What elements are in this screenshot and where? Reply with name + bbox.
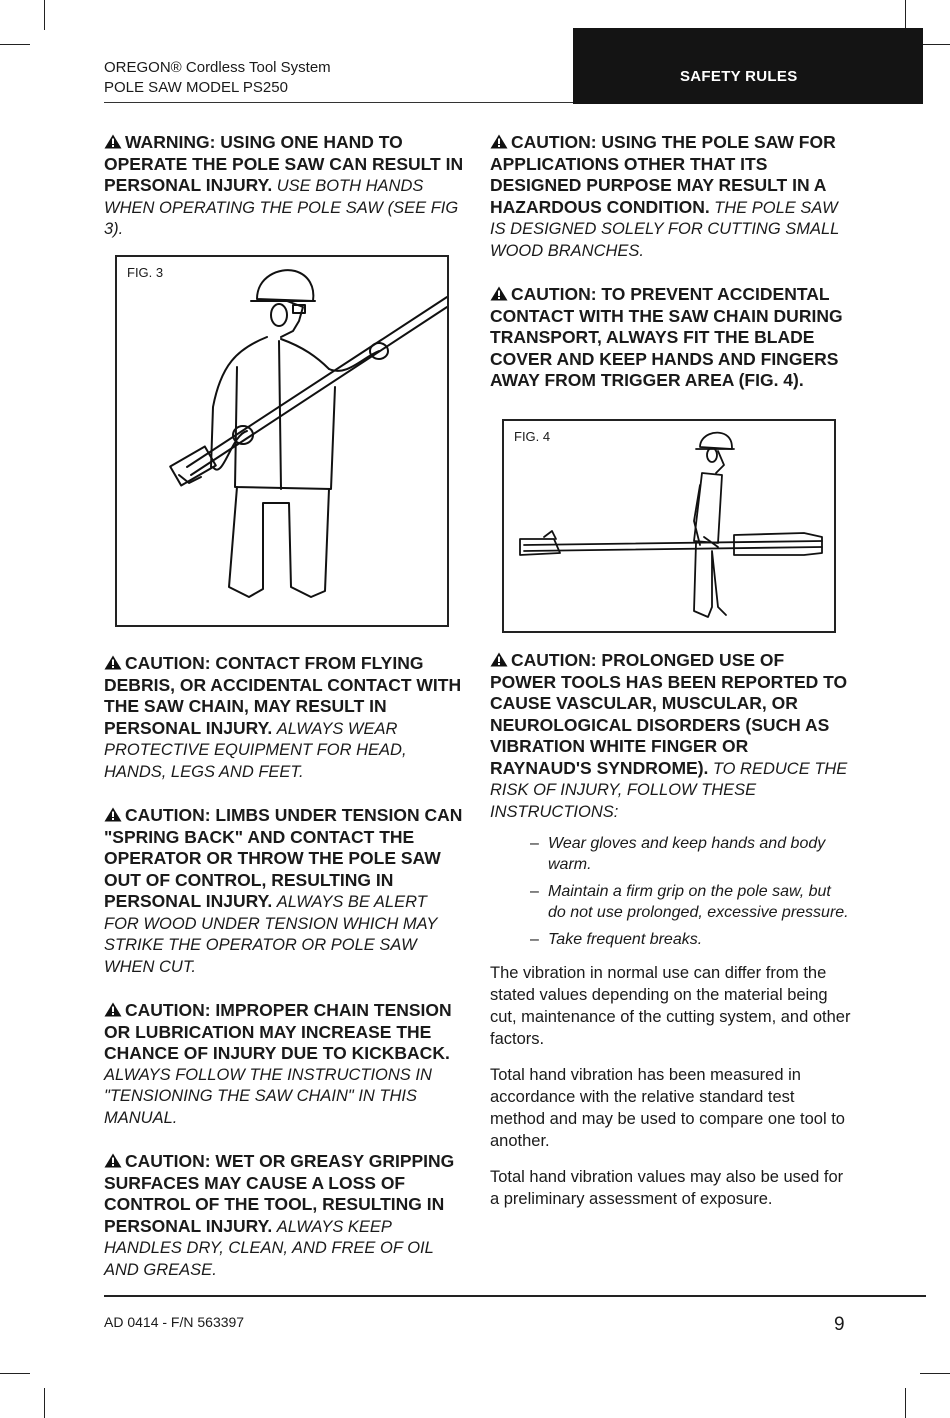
section-tab: [573, 28, 923, 104]
crop-mark: [0, 44, 30, 45]
list-item: – Take frequent breaks.: [530, 929, 852, 950]
footer-rule: [104, 1295, 926, 1297]
caution-text: CAUTION: PROLONGED USE OF POWER TOOLS HAS BEEN REPORTED TO CAUSE VASCULAR, MUSCULAR, OR NEUROLOGICAL DISORDERS (SUCH AS VIBRATION WHITE FINGER OR RAYNAUD'S SYNDROME).: [490, 650, 848, 778]
caution-instruction: THE POLE SAW IS DESIGNED SOLELY FOR CUTTING SMALL WOOD BRANCHES.: [490, 198, 840, 260]
warning-triangle-icon: [104, 1002, 122, 1017]
header-brand: OREGON® Cordless Tool System: [104, 59, 331, 76]
crop-mark: [905, 0, 906, 30]
caution-instruction: ALWAYS BE ALERT FOR WOOD UNDER TENSION WHICH MAY STRIKE THE OPERATOR OR POLE SAW WHEN CUT.: [104, 893, 438, 976]
vibration-tips-list: [490, 833, 852, 950]
caution-instruction: ALWAYS WEAR PROTECTIVE EQUIPMENT FOR HEAD, HANDS, LEGS AND FEET.: [104, 719, 407, 781]
crop-mark: [44, 1388, 45, 1418]
vibration-paragraph-3: Total hand vibration values may also be used for a preliminary assessment of exposure.: [490, 1168, 844, 1208]
crop-mark: [905, 1388, 906, 1418]
header-model: POLE SAW MODEL PS250: [104, 79, 288, 96]
caution-text: CAUTION: WET OR GREASY GRIPPING SURFACES MAY CAUSE A LOSS OF CONTROL OF THE TOOL, RESULTING IN PERSONAL INJURY.: [104, 1151, 455, 1236]
list-item: – Wear gloves and keep hands and body warm.: [530, 833, 852, 875]
list-item: – Maintain a firm grip on the pole saw, but do not use prolonged, excessive pressure.: [530, 881, 852, 923]
warning-text: WARNING: USING ONE HAND TO OPERATE THE POLE SAW CAN RESULT IN PERSONAL INJURY.: [104, 132, 464, 195]
caution-chain-tension: [104, 1000, 464, 1129]
caution-text: CAUTION: LIMBS UNDER TENSION CAN "SPRING BACK" AND CONTACT THE OPERATOR OR THROW THE POLE SAW OUT OF CONTROL, RESULTING IN PERSONAL INJURY.: [104, 805, 463, 911]
crop-mark: [44, 0, 45, 30]
warning-triangle-icon: [490, 652, 508, 667]
vibration-paragraph-2: Total hand vibration has been measured in accordance with the relative standard test method and may be used to compare one tool to another.: [490, 1066, 845, 1150]
operator-two-hands-illustration: [117, 257, 447, 625]
crop-mark: [0, 1373, 30, 1374]
caution-text: CAUTION: TO PREVENT ACCIDENTAL CONTACT WITH THE SAW CHAIN DURING TRANSPORT, ALWAYS FIT THE BLADE COVER AND KEEP HANDS AND FINGERS AWAY FROM TRIGGER AREA (FIG. 4).: [490, 284, 843, 390]
warning-instruction: USE BOTH HANDS WHEN OPERATING THE POLE SAW (SEE FIG 3).: [104, 177, 459, 238]
page-number: 9: [834, 1314, 845, 1335]
crop-mark: [920, 1373, 950, 1374]
left-column-lower: [104, 653, 464, 1303]
document-code: AD 0414 - F/N 563397: [104, 1314, 245, 1330]
vibration-paragraph-1: The vibration in normal use can differ from the stated values depending on the material being cut, maintenance of the cutting system, and other factors.: [490, 964, 851, 1048]
caution-limbs-tension: [104, 805, 464, 978]
running-header: [104, 58, 331, 98]
caution-instruction: ALWAYS KEEP HANDLES DRY, CLEAN, AND FREE OF OIL AND GREASE.: [104, 1217, 434, 1279]
warning-triangle-icon: [490, 134, 508, 149]
caution-text: CAUTION: USING THE POLE SAW FOR APPLICATIONS OTHER THAT ITS DESIGNED PURPOSE MAY RESULT IN A HAZARDOUS CONDITION.: [490, 132, 836, 217]
right-column-lower: [490, 650, 852, 1224]
crop-mark: [920, 44, 950, 45]
caution-transport: [490, 284, 850, 392]
warning-triangle-icon: [104, 1153, 122, 1168]
caution-text: CAUTION: CONTACT FROM FLYING DEBRIS, OR ACCIDENTAL CONTACT WITH THE SAW CHAIN, MAY RESULT IN PERSONAL INJURY.: [104, 653, 462, 738]
caution-text: CAUTION: IMPROPER CHAIN TENSION OR LUBRICATION MAY INCREASE THE CHANCE OF INJURY DUE TO KICKBACK.: [104, 1000, 452, 1063]
left-column: [104, 132, 464, 263]
warning-triangle-icon: [104, 655, 122, 670]
caution-vibration: [490, 650, 852, 823]
caution-instruction: ALWAYS FOLLOW THE INSTRUCTIONS IN "TENSIONING THE SAW CHAIN" IN THIS MANUAL.: [104, 1065, 432, 1127]
header-rule: [104, 102, 574, 103]
caution-wet-surfaces: [104, 1151, 464, 1281]
caution-flying-debris: [104, 653, 464, 783]
warning-triangle-icon: [104, 807, 122, 822]
figure-3: [115, 255, 449, 627]
right-column: [490, 132, 850, 414]
warning-triangle-icon: [490, 286, 508, 301]
warning-triangle-icon: [104, 134, 122, 149]
section-title: SAFETY RULES: [680, 68, 798, 85]
figure-4: [502, 419, 836, 633]
operator-transport-illustration: [504, 421, 834, 631]
figure-label: FIG. 3: [127, 265, 164, 280]
caution-other-applications: [490, 132, 850, 262]
caution-instruction: TO REDUCE THE RISK OF INJURY, FOLLOW THESE INSTRUCTIONS:: [490, 759, 848, 821]
warning-one-hand: [104, 132, 464, 241]
figure-label: FIG. 4: [514, 429, 551, 444]
